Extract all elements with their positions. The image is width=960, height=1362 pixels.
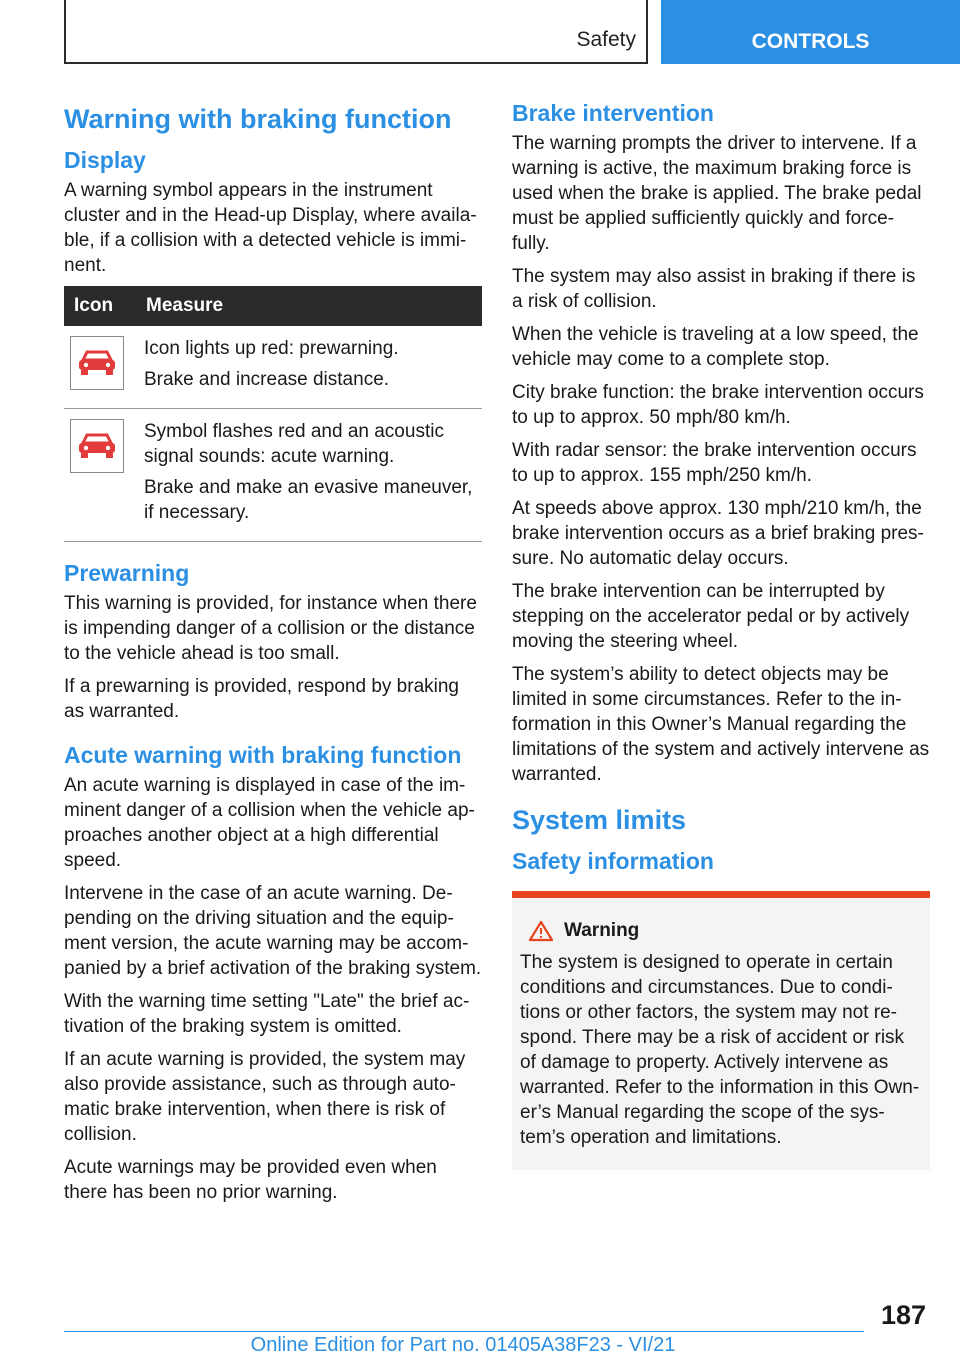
table-header-icon: Icon [64,286,136,326]
prewarning-text: This warning is provided, for instance when there is impending danger of a collision or the distance to the vehicle ahead is too small. [64,593,477,664]
acute-warning-text: With the warning time setting "Late" the brief ac-tivation of the braking system is omitted. [64,991,470,1037]
display-heading: Display [64,147,146,173]
header-chapter-tab[interactable]: CONTROLS [661,0,960,64]
acute-warning-text: If an acute warning is provided, the system may also provide assistance, such as through auto-matic brake intervention, when there is risk of collision. [64,1049,466,1145]
footer-divider [64,1331,864,1332]
brake-text: The brake intervention can be interrupted by stepping on the accelerator pedal or by actively moving the steering wheel. [512,581,910,652]
warning-box [512,891,930,1170]
warning-symbols-table [64,286,482,542]
warning-triangle-icon [528,920,554,942]
car-warning-icon [70,419,124,473]
header-section: Safety [576,28,636,51]
header-frame [64,0,648,64]
brake-text: City brake function: the brake intervention occurs to up to approx. 50 mph/80 km/h. [512,382,924,428]
acute-warning-heading: Acute warning with braking function [64,742,462,768]
system-limits-heading: System limits [512,805,687,835]
display-text: A warning symbol appears in the instrument cluster and in the Head-up Display, where availa-ble, if a collision with a detected vehicle is immi-nent. [64,180,477,276]
measure-line: Symbol flashes red and an acoustic signal sounds: acute warning. [144,421,444,467]
prewarning-heading: Prewarning [64,560,190,586]
right-column [512,100,930,1170]
measure-line: Brake and increase distance. [144,369,390,390]
measure-line: Icon lights up red: prewarning. [144,338,399,359]
page-number: 187 [880,1300,926,1330]
brake-text: The system may also assist in braking if there is a risk of collision. [512,266,916,312]
acute-warning-text: Intervene in the case of an acute warning. De-pending on the driving situation and the equip-ment version, the acute warning may be accom-panied by a brief activation of the braking system. [64,883,482,979]
table-header-measure: Measure [136,286,482,326]
footer-edition: Online Edition for Part no. 01405A38F23 - VI/21 [250,1334,676,1356]
brake-text: At speeds above approx. 130 mph/210 km/h, the brake intervention occurs as a brief braking pres-sure. No automatic delay occurs. [512,498,924,569]
brake-text: The warning prompts the driver to intervene. If a warning is active, the maximum braking force is used when the brake is applied. The brake pedal must be applied sufficiently quickly and force-fully. [512,133,922,254]
warning-title: Warning [564,920,640,941]
car-warning-icon [70,336,124,390]
brake-text: The system’s ability to detect objects may be limited in some circumstances. Refer to the in-formation in this Owner’s Manual regarding the limitations of the system and actively intervene as warranted. [512,664,930,785]
prewarning-text: If a prewarning is provided, respond by braking as warranted. [64,676,460,722]
acute-warning-text: An acute warning is displayed in case of the im-minent danger of a collision when the vehicle ap-proaches another object at a high differential speed. [64,775,475,871]
safety-information-heading: Safety information [512,848,714,874]
left-column [64,100,482,1213]
table-row [64,409,482,542]
brake-text: With radar sensor: the brake intervention occurs to up to approx. 155 mph/250 km/h. [512,440,917,486]
section-title: Warning with braking function [64,104,452,134]
measure-line: Brake and make an evasive maneuver, if necessary. [144,477,473,523]
table-row [64,326,482,409]
brake-text: When the vehicle is traveling at a low speed, the vehicle may come to a complete stop. [512,324,919,370]
warning-text: The system is designed to operate in certain conditions and circumstances. Due to condi-tions or other factors, the system may not re-spond. There may be a risk of accident or risk of damage to property. Actively intervene as warranted. Refer to the information in this Own-er’s Manual regarding the scope of the sys-tem’s operation and limitations. [520,952,920,1148]
acute-warning-text: Acute warnings may be provided even when there has been no prior warning. [64,1157,437,1203]
brake-intervention-heading: Brake intervention [512,100,714,126]
